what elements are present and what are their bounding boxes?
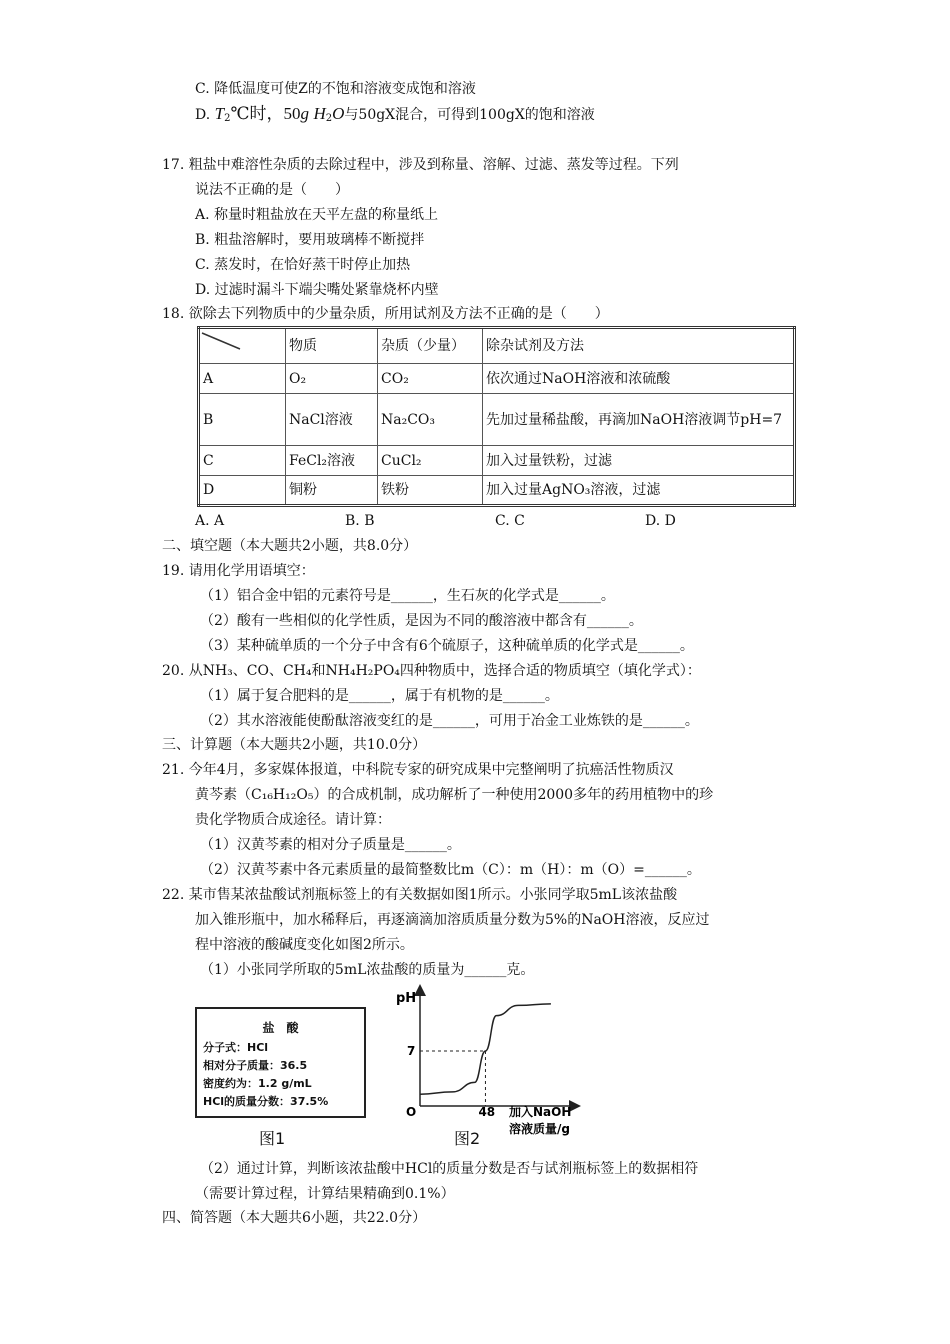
y-axis-label: pH bbox=[396, 991, 417, 1006]
q19-stem: 19. 请用化学用语填空： bbox=[162, 563, 315, 579]
q18-stem: 18. 欲除去下列物质中的少量杂质，所用试剂及方法不正确的是（ ） bbox=[162, 306, 609, 322]
q16-option-d: D. $T_2℃$时，50g $H_2O$与50gX混合，可得到100gX的饱和溶液 bbox=[195, 104, 595, 124]
row-impurity: CuCl₂ bbox=[378, 446, 483, 476]
row-key: A bbox=[199, 364, 286, 394]
q21-part2: （2）汉黄芩素中各元素质量的最简整数比m（C）：m（H）：m（O）=______。 bbox=[200, 862, 701, 878]
q17-option-a: A. 称量时粗盐放在天平左盘的称量纸上 bbox=[195, 207, 439, 223]
q19-part2: （2）酸有一些相似的化学性质，是因为不同的酸溶液中都含有______。 bbox=[200, 613, 643, 629]
row-key: B bbox=[199, 394, 286, 446]
table-row bbox=[199, 394, 795, 446]
x-axis-label-2: 溶液质量/g bbox=[509, 1122, 570, 1136]
y-tick-7: 7 bbox=[407, 1044, 416, 1058]
diagonal-line-icon bbox=[200, 329, 285, 357]
q22-stem-line1: 22. 某市售某浓盐酸试剂瓶标签上的有关数据如图1所示。小张同学取5mL该浓盐酸 bbox=[162, 887, 678, 903]
q17-option-b: B. 粗盐溶解时，要用玻璃棒不断搅拌 bbox=[195, 232, 425, 248]
origin-label: O bbox=[406, 1105, 417, 1119]
row-method: 加入过量铁粉，过滤 bbox=[483, 446, 795, 476]
q20-part2: （2）其水溶液能使酚酞溶液变红的是______，可用于冶金工业炼铁的是______。 bbox=[200, 713, 699, 729]
q21-part1: （1）汉黄芩素的相对分子质量是______。 bbox=[200, 837, 461, 853]
q18-option-b: B. B bbox=[345, 513, 375, 529]
x-tick-48: 48 bbox=[478, 1105, 496, 1119]
section-heading-fill-in: 二、填空题（本大题共2小题，共8.0分） bbox=[162, 538, 418, 554]
row-impurity: Na₂CO₃ bbox=[378, 394, 483, 446]
header-method: 除杂试剂及方法 bbox=[483, 328, 795, 364]
impurity-table bbox=[197, 326, 796, 507]
q18-option-a: A. A bbox=[195, 513, 225, 529]
q21-stem-line1: 21. 今年4月，多家媒体报道，中科院专家的研究成果中完整阐明了抗癌活性物质汉 bbox=[162, 762, 674, 778]
q22-stem-line3: 程中溶液的酸碱度变化如图2所示。 bbox=[195, 937, 414, 953]
q20-part1: （1）属于复合肥料的是______，属于有机物的是______。 bbox=[200, 688, 559, 704]
row-method: 加入过量AgNO₃溶液，过滤 bbox=[483, 476, 795, 506]
table-row bbox=[199, 446, 795, 476]
q17-stem-line1: 17. 粗盐中难溶性杂质的去除过程中，涉及到称量、溶解、过滤、蒸发等过程。下列 bbox=[162, 157, 679, 173]
q18-option-c: C. C bbox=[495, 513, 525, 529]
label-title: 盐 酸 bbox=[262, 1021, 299, 1035]
table-row bbox=[199, 364, 795, 394]
section-heading-short-answer: 四、简答题（本大题共6小题，共22.0分） bbox=[162, 1210, 427, 1226]
q22-stem-line2: 加入锥形瓶中，加水稀释后，再逐滴滴加溶质质量分数为5%的NaOH溶液，反应过 bbox=[195, 912, 710, 928]
q19-part3: （3）某种硫单质的一个分子中含有6个硫原子，这种硫单质的化学式是______。 bbox=[200, 638, 694, 654]
row-impurity: CO₂ bbox=[378, 364, 483, 394]
x-axis-label-1: 加入NaOH bbox=[509, 1105, 572, 1119]
q21-stem-line2: 黄芩素（C₁₆H₁₂O₅）的合成机制，成功解析了一种使用2000多年的药用植物中的珍 bbox=[195, 787, 714, 803]
q22-part1: （1）小张同学所取的5mL浓盐酸的质量为______克。 bbox=[200, 962, 535, 978]
q21-stem-line3: 贵化学物质合成途径。请计算： bbox=[195, 812, 391, 828]
q16-option-c: C. 降低温度可使Z的不饱和溶液变成饱和溶液 bbox=[195, 81, 476, 97]
q20-stem: 20. 从NH₃、CO、CH₄和NH₄H₂PO₄四种物质中，选择合适的物质填空（填化学式）： bbox=[162, 663, 701, 679]
row-key: D bbox=[199, 476, 286, 506]
row-method: 先加过量稀盐酸，再滴加NaOH溶液调节pH=7 bbox=[483, 394, 795, 446]
row-substance: O₂ bbox=[286, 364, 378, 394]
diagonal-header-cell bbox=[199, 328, 286, 364]
label-density: 密度约为：1.2 g/mL bbox=[203, 1077, 312, 1090]
table-row bbox=[199, 476, 795, 506]
q17-option-c: C. 蒸发时，在恰好蒸干时停止加热 bbox=[195, 257, 411, 273]
section-heading-calculation: 三、计算题（本大题共2小题，共10.0分） bbox=[162, 737, 427, 753]
q17-option-d: D. 过滤时漏斗下端尖嘴处紧靠烧杯内壁 bbox=[195, 282, 439, 298]
label-molar-mass: 相对分子质量：36.5 bbox=[203, 1059, 308, 1072]
figure2-ph-chart bbox=[390, 980, 590, 1140]
figure1-reagent-label bbox=[195, 1007, 366, 1118]
figure2-caption: 图2 bbox=[454, 1129, 481, 1148]
row-substance: NaCl溶液 bbox=[286, 394, 378, 446]
q17-stem-line2: 说法不正确的是（ ） bbox=[195, 182, 349, 198]
label-mass-fraction: HCl的质量分数：37.5% bbox=[203, 1095, 329, 1108]
header-impurity: 杂质（少量） bbox=[378, 328, 483, 364]
q22-part2-line1: （2）通过计算，判断该浓盐酸中HCl的质量分数是否与试剂瓶标签上的数据相符 bbox=[200, 1161, 699, 1177]
row-key: C bbox=[199, 446, 286, 476]
row-method: 依次通过NaOH溶液和浓硫酸 bbox=[483, 364, 795, 394]
row-impurity: 铁粉 bbox=[378, 476, 483, 506]
header-substance: 物质 bbox=[286, 328, 378, 364]
q18-option-d: D. D bbox=[645, 513, 676, 529]
label-formula: 分子式：HCl bbox=[203, 1041, 269, 1054]
figure1-caption: 图1 bbox=[259, 1129, 286, 1148]
q22-part2-line2: （需要计算过程，计算结果精确到0.1%） bbox=[195, 1186, 455, 1202]
row-substance: 铜粉 bbox=[286, 476, 378, 506]
table-header-row bbox=[199, 328, 795, 364]
ph-curve bbox=[420, 1004, 551, 1094]
q19-part1: （1）铝合金中铝的元素符号是______，生石灰的化学式是______。 bbox=[200, 588, 615, 604]
row-substance: FeCl₂溶液 bbox=[286, 446, 378, 476]
